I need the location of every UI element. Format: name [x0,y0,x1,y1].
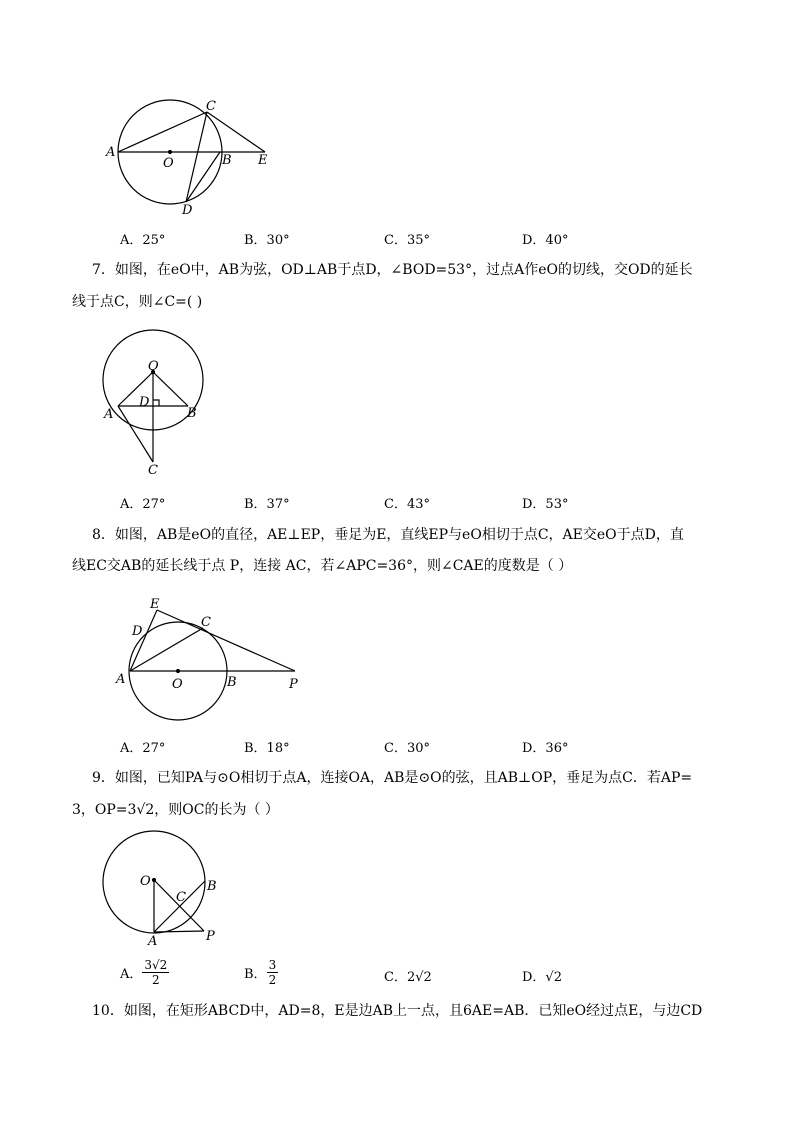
segment-op [154,880,204,931]
q8-stem-line2: 线EC交AB的延长线于点 P，连接 AC，若∠APC=36°，则∠CAE的度数是（ ） [72,558,573,574]
q6-option-c: C．35° [384,233,430,248]
label-p: P [206,929,215,944]
q9-option-b [244,958,278,987]
center-dot [169,151,172,154]
q8-option-b: B．18° [244,741,290,756]
label-b: B [187,406,197,421]
q7-stem-line2: 线于点C，则∠C=( ) [72,294,203,310]
q7-stem-line1: 7．如图，在eO中，AB为弦，OD⊥AB于点D，∠BOD=53°，过点A作eO的切线，交OD的延长 [92,262,693,278]
q8-option-a: A．27° [120,741,166,756]
label-a: A [104,407,114,422]
q6-option-b: B．30° [244,233,290,248]
segment-ap [154,931,204,932]
q9-stem-line2: 3，OP=3√2，则OC的长为（ ） [72,802,279,818]
label-a: A [116,672,126,687]
right-angle-mark [153,400,159,406]
label-c: C [148,463,158,478]
q7-option-b: B．37° [244,497,290,512]
q9-option-b-fraction [267,958,279,987]
q9-option-d: D．√2 [522,970,562,985]
q9-option-b-denominator: 2 [268,973,277,987]
label-o: O [148,359,159,374]
q9-option-b-prefix: B． [244,967,267,982]
q7-option-c: C．43° [384,497,430,512]
figure-q7 [98,322,218,482]
figure-q6 [100,92,290,222]
q9-option-a-denominator: 2 [152,973,160,987]
label-c: C [206,99,216,114]
segment-ae [130,610,157,671]
q7-option-d: D．53° [522,497,569,512]
segment-db [186,152,220,202]
figure-q8 [110,590,310,725]
label-a: A [106,145,116,160]
q9-option-a-numerator: 3√2 [144,958,168,972]
center-dot [177,670,180,673]
q8-stem-line1: 8．如图，AB是eO的直径，AE⊥EP，垂足为E，直线EP与eO相切于点C，AE交eO于点D，直 [92,527,684,543]
label-b: B [207,879,217,894]
label-o: O [163,156,174,171]
q9-option-a-fraction [142,958,169,987]
q9-option-a [120,958,169,987]
label-d: D [182,203,193,218]
q8-option-c: C．30° [384,741,430,756]
q10-stem-line1: 10．如图，在矩形ABCD中，AD=8，E是边AB上一点，且6AE=AB．已知eO经过点E，与边CD [92,1003,703,1019]
segment-ob [153,372,188,406]
q9-option-a-prefix: A． [120,967,143,982]
label-c: C [201,615,211,630]
q8-option-d: D．36° [522,741,569,756]
segment-ac [118,406,153,462]
label-c: C [176,890,186,905]
q6-option-a: A．25° [120,233,166,248]
segment-cd [186,112,207,202]
label-d: D [132,624,143,639]
label-d: D [139,395,150,410]
label-o: O [172,677,183,692]
label-a: A [148,934,158,948]
q9-stem-line1: 9．如图，已知PA与⊙O相切于点A，连接OA，AB是⊙O的弦，且AB⊥OP，垂足为点C．若AP= [92,770,693,786]
q9-option-c: C．2√2 [384,970,432,985]
label-o: O [140,874,151,889]
q9-option-b-numerator: 3 [268,958,277,972]
q7-option-a: A．27° [120,497,166,512]
label-e: E [258,153,268,168]
label-b: B [227,675,237,690]
figure-q9 [100,828,230,948]
center-dot [153,879,156,882]
q6-option-d: D．40° [522,233,569,248]
label-e: E [150,597,160,612]
label-p: P [289,677,298,692]
segment-ce [207,112,265,152]
label-b: B [222,153,232,168]
